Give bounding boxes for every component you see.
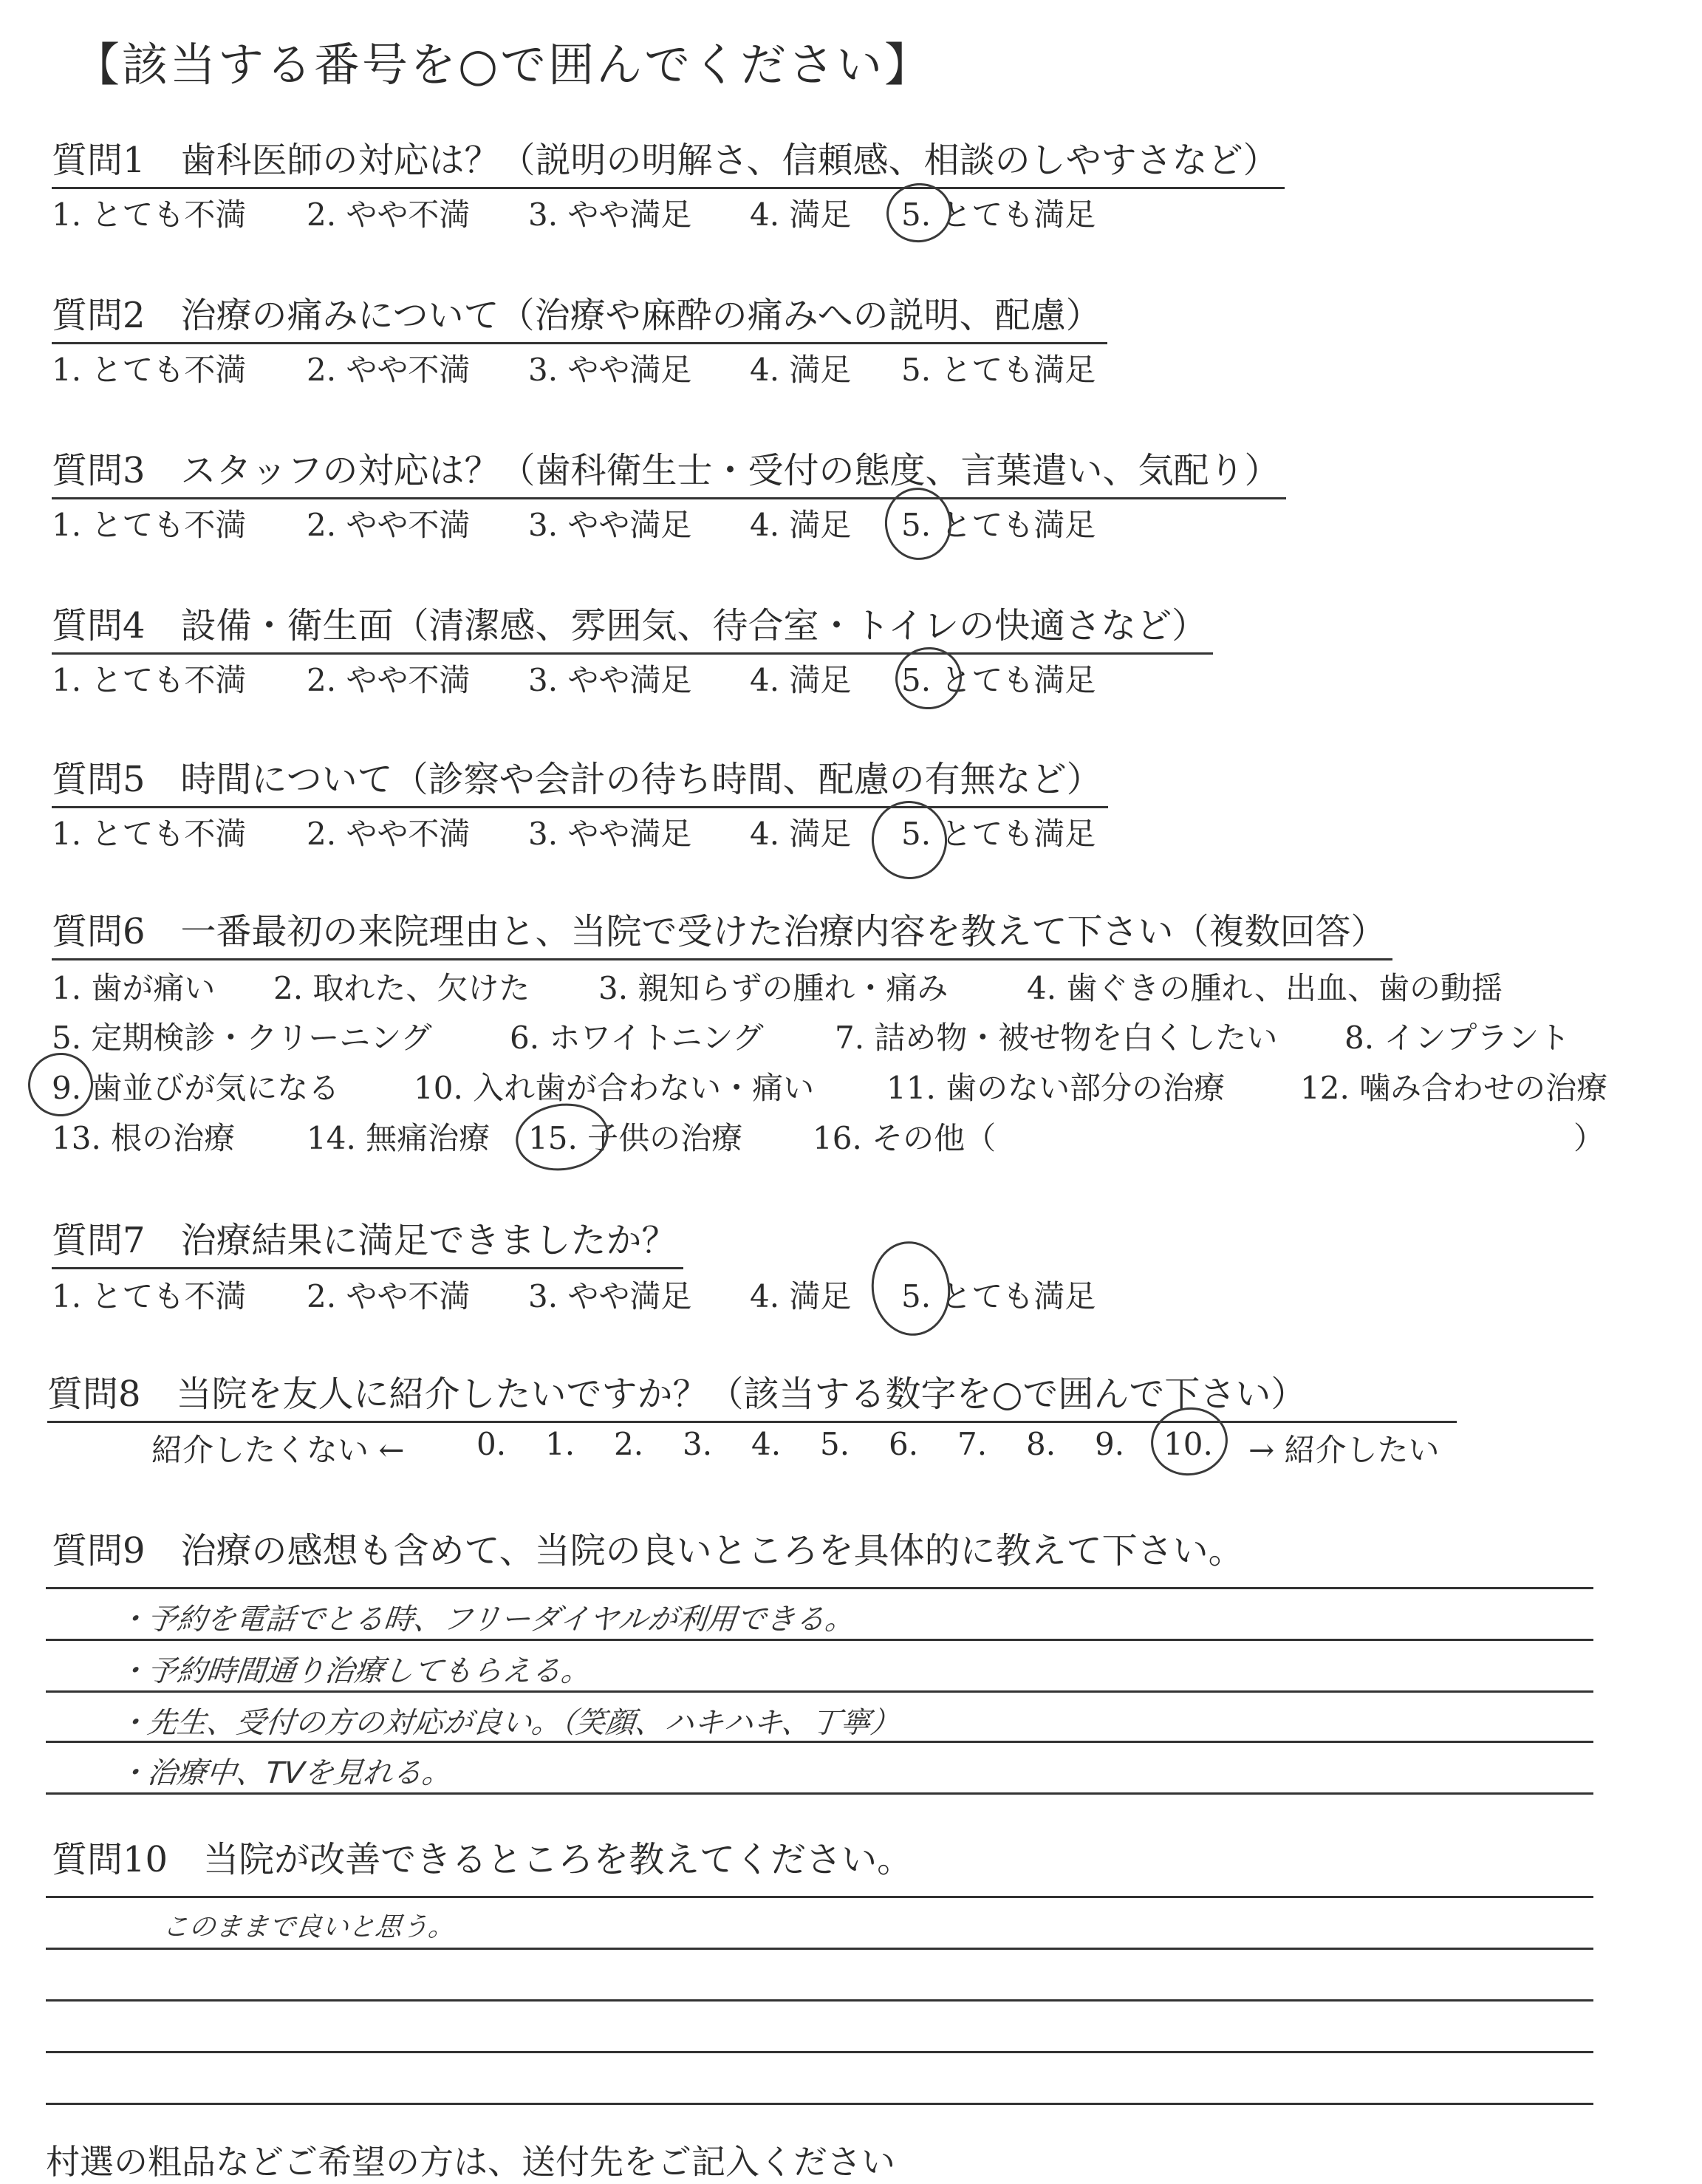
q9-line-3 [46, 1690, 1593, 1693]
question-10: 質問10 当院が改善できるところを教えてください。 [52, 1839, 913, 1880]
q10-line-4 [46, 2051, 1593, 2053]
q7-option-2[interactable]: 2. やや不満 [307, 1278, 471, 1314]
q7-option-3[interactable]: 3. やや満足 [528, 1278, 692, 1314]
q6-option-7[interactable]: 7. 詰め物・被せ物を白くしたい [835, 1020, 1278, 1056]
q9-line-4 [46, 1741, 1593, 1743]
q10-line-3 [46, 1999, 1593, 2002]
q6-option-8[interactable]: 8. インプラント [1344, 1020, 1571, 1056]
q9-answer-2: ・予約時間通り治療してもらえる。 [116, 1654, 593, 1688]
q8-score-4[interactable]: 4. [751, 1426, 782, 1462]
q8-score-8[interactable]: 8. [1026, 1426, 1056, 1462]
question-7: 質問7 治療結果に満足できましたか？ [52, 1212, 683, 1269]
q9-line-5 [46, 1792, 1593, 1795]
q6-option-12[interactable]: 12. 噛み合わせの治療 [1300, 1070, 1608, 1106]
page-title: 【該当する番号を○で囲んでください】 [74, 38, 933, 92]
q6-option-16[interactable]: 16. その他（ [813, 1120, 997, 1156]
q8-score-10[interactable]: 10. [1163, 1426, 1213, 1462]
q2-option-5[interactable]: 5. とても満足 [901, 352, 1096, 388]
q9-answer-1: ・予約を電話でとる時、フリーダイヤルが利用できる。 [116, 1603, 857, 1637]
q6-other-close: ） [1573, 1120, 1605, 1156]
q6-option-14[interactable]: 14. 無痛治療 [307, 1120, 491, 1156]
q7-option-5[interactable]: 5. とても満足 [901, 1278, 1096, 1314]
q6-option-13[interactable]: 13. 根の治療 [52, 1120, 236, 1156]
footer-note: 村選の粗品などご希望の方は、送付先をご記入ください [46, 2142, 895, 2182]
q10-line-5 [46, 2103, 1593, 2105]
question-3: 質問3 スタッフの対応は？（歯科衛生士・受付の態度、言葉遣い、気配り） [52, 442, 1286, 499]
q9-line-1 [46, 1587, 1593, 1589]
q8-right-label: → 紹介したい [1248, 1432, 1440, 1468]
q2-option-1[interactable]: 1. とても不満 [52, 352, 247, 388]
q9-answer-3: ・先生、受付の方の対応が良い。（笑顔、ハキハキ、丁寧） [116, 1706, 902, 1740]
q8-left-label: 紹介したくない ← [151, 1432, 405, 1468]
q8-score-0[interactable]: 0. [476, 1426, 507, 1462]
q8-score-3[interactable]: 3. [683, 1426, 713, 1462]
q6-option-9[interactable]: 9. 歯並びが気になる [52, 1070, 340, 1106]
q6-option-6[interactable]: 6. ホワイトニング [510, 1020, 764, 1056]
q6-option-4[interactable]: 4. 歯ぐきの腫れ、出血、歯の動揺 [1027, 970, 1503, 1006]
question-2: 質問2 治療の痛みについて（治療や麻酔の痛みへの説明、配慮） [52, 287, 1107, 344]
q5-option-2[interactable]: 2. やや不満 [307, 816, 471, 852]
question-5: 質問5 時間について（診察や会計の待ち時間、配慮の有無など） [52, 751, 1108, 808]
q7-option-4[interactable]: 4. 満足 [750, 1278, 852, 1314]
q2-option-4[interactable]: 4. 満足 [750, 352, 852, 388]
q4-option-1[interactable]: 1. とても不満 [52, 662, 247, 698]
q5-option-3[interactable]: 3. やや満足 [528, 816, 692, 852]
question-4: 質問4 設備・衛生面（清潔感、雰囲気、待合室・トイレの快適さなど） [52, 597, 1213, 655]
q7-option-1[interactable]: 1. とても不満 [52, 1278, 247, 1314]
q6-option-10[interactable]: 10. 入れ歯が合わない・痛い [414, 1070, 815, 1106]
q10-answer-1: このままで良いと思う。 [160, 1912, 457, 1942]
q3-option-3[interactable]: 3. やや満足 [528, 507, 692, 543]
q6-option-11[interactable]: 11. 歯のない部分の治療 [886, 1070, 1226, 1106]
q1-option-5[interactable]: 5. とても満足 [901, 197, 1096, 233]
q8-score-2[interactable]: 2. [614, 1426, 644, 1462]
q6-option-15[interactable]: 15. 子供の治療 [528, 1120, 743, 1156]
q10-line-1 [46, 1896, 1593, 1898]
q3-option-5[interactable]: 5. とても満足 [901, 507, 1096, 543]
q5-option-5[interactable]: 5. とても満足 [901, 816, 1096, 852]
q8-score-6[interactable]: 6. [889, 1426, 919, 1462]
q6-option-2[interactable]: 2. 取れた、欠けた [273, 970, 530, 1006]
q3-option-2[interactable]: 2. やや不満 [307, 507, 471, 543]
q1-option-3[interactable]: 3. やや満足 [528, 197, 692, 233]
q10-line-2 [46, 1948, 1593, 1950]
q6-option-3[interactable]: 3. 親知らずの腫れ・痛み [598, 970, 949, 1006]
q4-option-4[interactable]: 4. 満足 [750, 662, 852, 698]
q3-option-1[interactable]: 1. とても不満 [52, 507, 247, 543]
q8-score-5[interactable]: 5. [820, 1426, 850, 1462]
q4-option-2[interactable]: 2. やや不満 [307, 662, 471, 698]
q9-answer-4: ・治療中、TVを見れる。 [116, 1756, 454, 1790]
q6-option-1[interactable]: 1. 歯が痛い [52, 970, 216, 1006]
q6-option-5[interactable]: 5. 定期検診・クリーニング [52, 1020, 432, 1056]
q1-option-2[interactable]: 2. やや不満 [307, 197, 471, 233]
q4-option-3[interactable]: 3. やや満足 [528, 662, 692, 698]
question-1: 質問1 歯科医師の対応は？（説明の明解さ、信頼感、相談のしやすさなど） [52, 132, 1285, 189]
q2-option-2[interactable]: 2. やや不満 [307, 352, 471, 388]
question-9: 質問9 治療の感想も含めて、当院の良いところを具体的に教えて下さい。 [52, 1530, 1244, 1572]
q8-score-7[interactable]: 7. [957, 1426, 988, 1462]
question-8: 質問8 当院を友人に紹介したいですか？（該当する数字を○で囲んで下さい） [47, 1365, 1457, 1423]
q2-option-3[interactable]: 3. やや満足 [528, 352, 692, 388]
q8-score-1[interactable]: 1. [545, 1426, 575, 1462]
question-6: 質問6 一番最初の来院理由と、当院で受けた治療内容を教えて下さい（複数回答） [52, 903, 1392, 960]
q1-option-1[interactable]: 1. とても不満 [52, 197, 247, 233]
q4-option-5[interactable]: 5. とても満足 [901, 662, 1096, 698]
q8-score-9[interactable]: 9. [1095, 1426, 1125, 1462]
q9-line-2 [46, 1639, 1593, 1641]
q5-option-4[interactable]: 4. 満足 [750, 816, 852, 852]
q3-option-4[interactable]: 4. 満足 [750, 507, 852, 543]
q5-option-1[interactable]: 1. とても不満 [52, 816, 247, 852]
q1-option-4[interactable]: 4. 満足 [750, 197, 852, 233]
